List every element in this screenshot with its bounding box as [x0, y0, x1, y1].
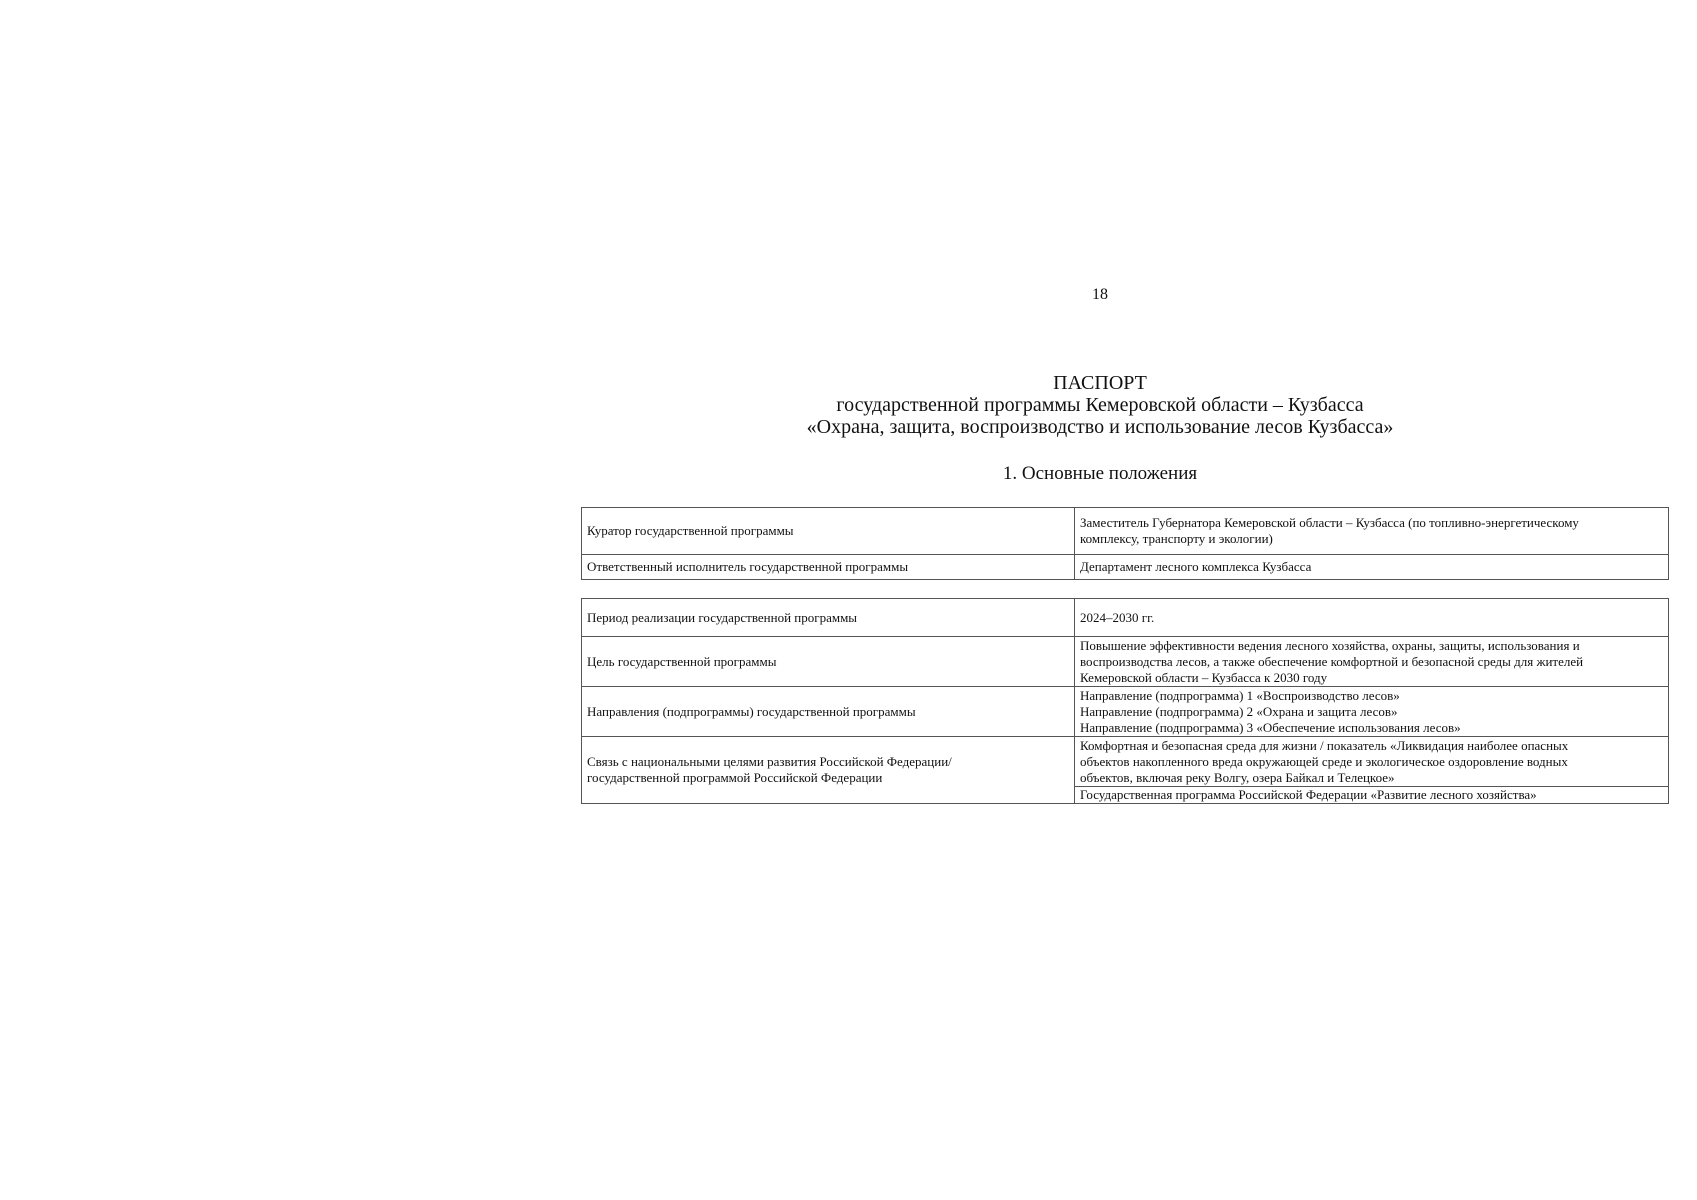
goal-value-line: Повышение эффективности ведения лесного хозяйства, охраны, защиты, использования и [1080, 637, 1580, 653]
page-number: 18 [1092, 286, 1108, 303]
state-program-value: Государственная программа Российской Федерации «Развитие лесного хозяйства» [1075, 787, 1669, 804]
passport-table-main [581, 507, 1669, 580]
passport-table-details [581, 598, 1669, 804]
national-goal-indicator [1075, 737, 1669, 787]
heading-program-name: «Охрана, защита, воспроизводство и использование лесов Кузбасса» [806, 416, 1394, 438]
national-goal-line: объектов накопленного вреда окружающей среде и экологическое оздоровление водных [1080, 753, 1568, 769]
direction-item: Направление (подпрограмма) 2 «Охрана и защита лесов» [1080, 703, 1398, 719]
goal-value [1075, 637, 1669, 687]
curator-value [1075, 508, 1669, 555]
period-label: Период реализации государственной программы [582, 599, 1075, 637]
section-title: 1. Основные положения [1002, 463, 1198, 484]
directions-value [1075, 687, 1669, 737]
national-goals-label-line: государственной программой Российской Федерации [587, 770, 883, 785]
goal-value-line: воспроизводства лесов, а также обеспечение комфортной и безопасной среды для жителей [1080, 653, 1584, 669]
executor-label: Ответственный исполнитель государственной программы [582, 555, 1075, 580]
table-row-goal [582, 637, 1669, 687]
curator-value-line: комплексу, транспорту и экологии) [1080, 531, 1273, 546]
period-value: 2024–2030 гг. [1075, 599, 1669, 637]
national-goal-line: объектов, включая реку Волгу, озера Байкал и Телецкое» [1080, 769, 1395, 785]
national-goals-label [582, 737, 1075, 804]
direction-item: Направление (подпрограмма) 1 «Воспроизводство лесов» [1080, 687, 1400, 703]
table-row-period [582, 599, 1669, 637]
table-row-curator [582, 508, 1669, 555]
curator-value-line: Заместитель Губернатора Кемеровской области – Кузбасса (по топливно-энергетическому [1080, 515, 1579, 530]
executor-value: Департамент лесного комплекса Кузбасса [1075, 555, 1669, 580]
national-goal-line: Комфортная и безопасная среда для жизни / показатель «Ликвидация наиболее опасных [1080, 737, 1569, 753]
goal-label: Цель государственной программы [582, 637, 1075, 687]
document-heading [580, 372, 1620, 438]
curator-label: Куратор государственной программы [582, 508, 1075, 555]
goal-value-line: Кемеровской области – Кузбасса к 2030 году [1080, 669, 1328, 685]
direction-item: Направление (подпрограмма) 3 «Обеспечение использования лесов» [1080, 719, 1461, 735]
table-row-executor [582, 555, 1669, 580]
heading-subtitle: государственной программы Кемеровской области – Кузбасса [836, 394, 1364, 416]
national-goals-label-line: Связь с национальными целями развития Российской Федерации/ [587, 754, 952, 769]
table-row-directions [582, 687, 1669, 737]
table-row-national-goals [582, 737, 1669, 787]
directions-label: Направления (подпрограммы) государственной программы [582, 687, 1075, 737]
heading-title: ПАСПОРТ [1053, 372, 1147, 394]
